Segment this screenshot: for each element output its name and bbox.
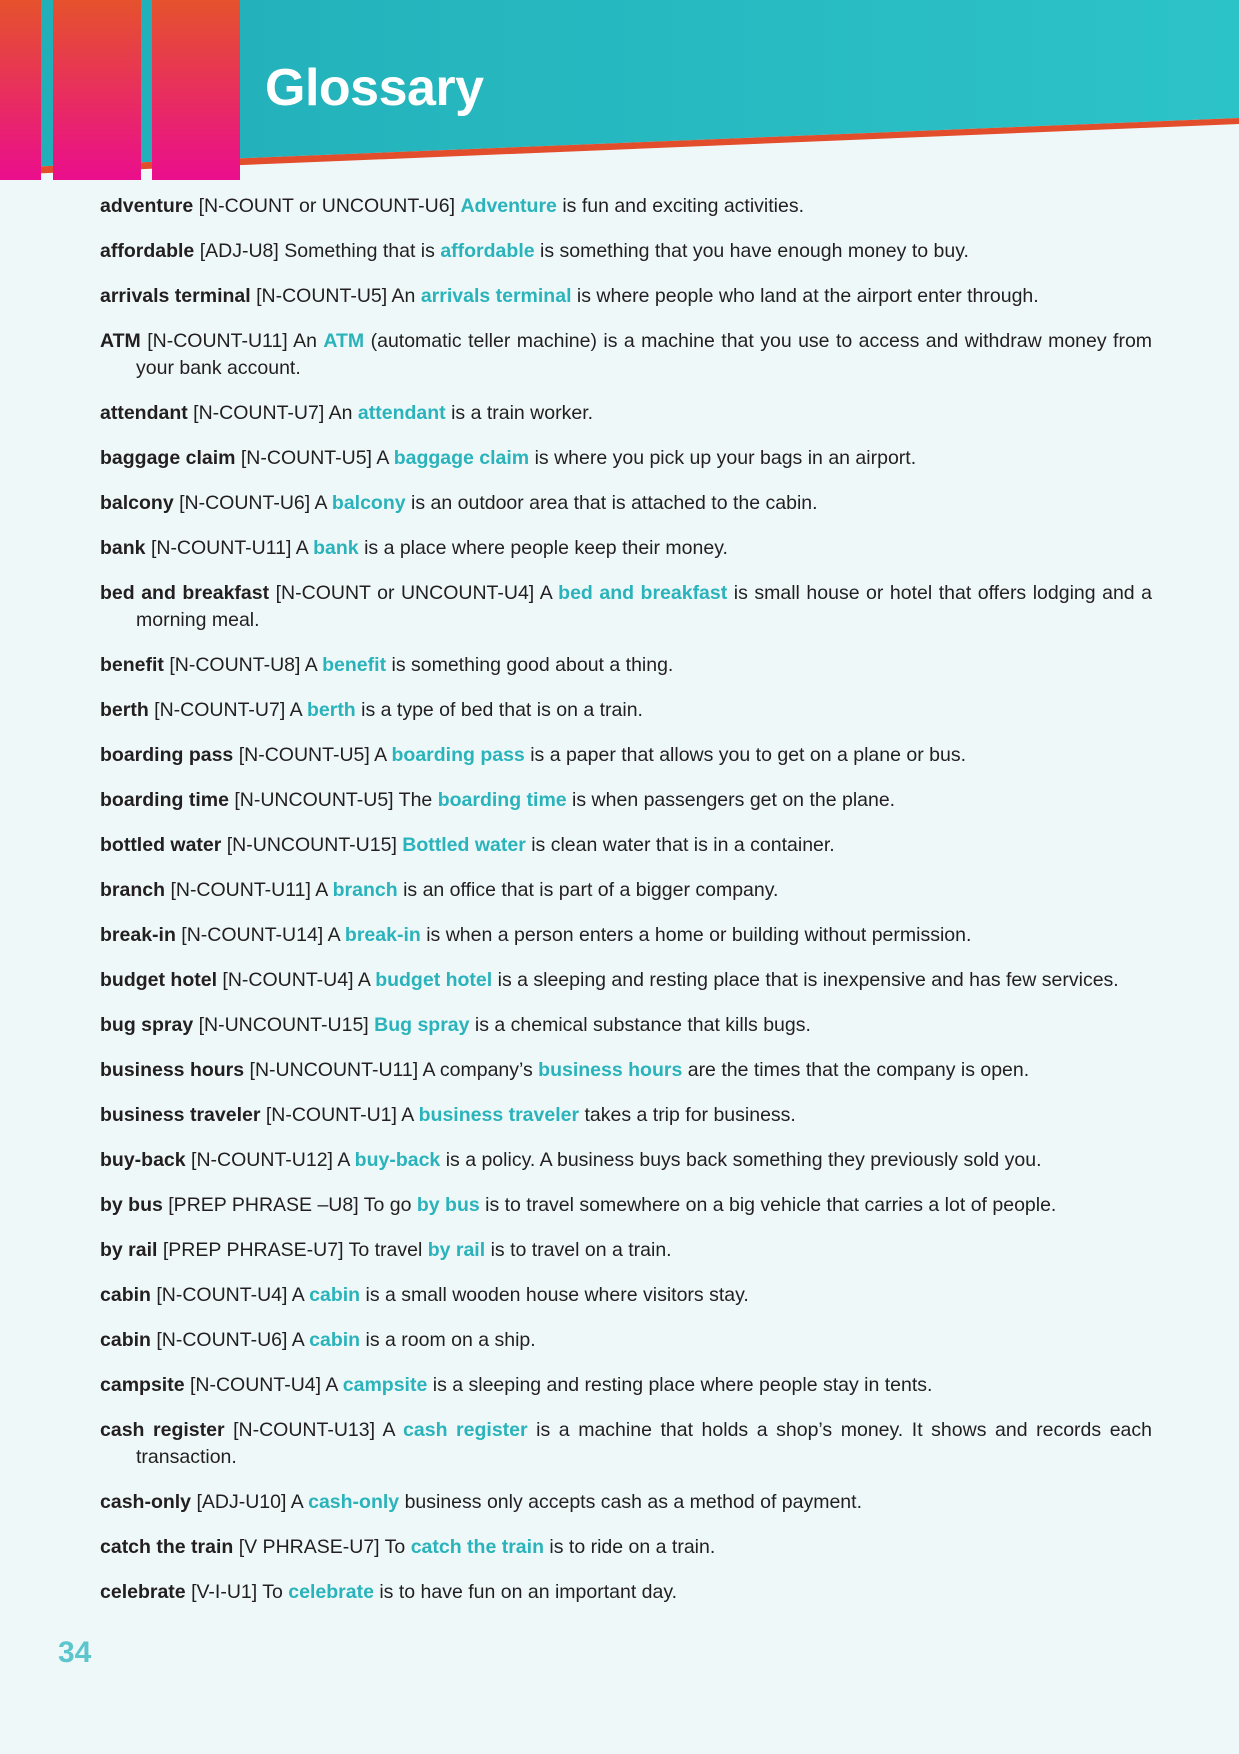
- entry-definition-lead: A: [401, 1104, 414, 1126]
- entry-definition: is a small wooden house where visitors stay.: [365, 1284, 749, 1306]
- header-banner-graphic: [0, 0, 1239, 180]
- glossary-entry: [100, 400, 1152, 427]
- glossary-entry: [100, 1192, 1152, 1219]
- stripe-1: [0, 0, 41, 180]
- entry-headword: bank: [100, 537, 146, 559]
- entry-headword: boarding time: [100, 789, 229, 811]
- entry-headword: campsite: [100, 1374, 185, 1396]
- entry-definition: is to have fun on an important day.: [379, 1581, 678, 1603]
- entry-definition: is something that you have enough money to buy.: [540, 240, 969, 262]
- entry-part-of-speech: [N-COUNT-U4]: [189, 1374, 322, 1396]
- entry-part-of-speech: [N-COUNT-U11]: [150, 537, 292, 559]
- stripe-2: [53, 0, 141, 180]
- entry-definition: is when passengers get on the plane.: [572, 789, 896, 811]
- entry-part-of-speech: [N-COUNT-U12]: [191, 1149, 333, 1171]
- entry-definition-lead: A: [291, 1284, 304, 1306]
- entry-part-of-speech: [N-COUNT-U1]: [265, 1104, 397, 1126]
- entry-definition: (automatic teller machine) is a machine that you use to access and withdraw money from your bank account.: [136, 330, 1153, 379]
- entry-definition-lead: A: [289, 699, 302, 721]
- glossary-entry: [100, 445, 1152, 472]
- glossary-entry: [100, 1579, 1152, 1606]
- glossary-entry: [100, 1372, 1152, 1399]
- entry-definition: is where you pick up your bags in an airport.: [534, 447, 917, 469]
- entry-part-of-speech: [V-I-U1]: [191, 1581, 258, 1603]
- entry-definition-lead: A: [357, 969, 370, 991]
- entry-headword: baggage claim: [100, 447, 236, 469]
- entry-part-of-speech: [N-COUNT-U6]: [156, 1329, 288, 1351]
- glossary-entry: [100, 1237, 1152, 1264]
- entry-headword: celebrate: [100, 1581, 186, 1603]
- entry-keyword: balcony: [331, 492, 406, 514]
- stripe-3: [152, 0, 240, 180]
- glossary-entry: [100, 1282, 1152, 1309]
- entry-headword: catch the train: [100, 1536, 234, 1558]
- entry-definition-lead: A: [314, 492, 327, 514]
- entry-keyword: campsite: [342, 1374, 428, 1396]
- entry-keyword: by rail: [427, 1239, 486, 1261]
- entry-keyword: baggage claim: [393, 447, 530, 469]
- glossary-entry: [100, 283, 1152, 310]
- entry-definition: are the times that the company is open.: [687, 1059, 1030, 1081]
- entry-definition: is when a person enters a home or building without permission.: [426, 924, 972, 946]
- entry-definition-lead: A: [376, 447, 389, 469]
- entry-definition-lead: A: [290, 1491, 303, 1513]
- glossary-entry: [100, 1102, 1152, 1129]
- entry-definition: is a train worker.: [451, 402, 594, 424]
- entry-part-of-speech: [N-COUNT-U6]: [179, 492, 311, 514]
- entry-part-of-speech: [N-COUNT-U11]: [147, 330, 288, 352]
- entry-definition-lead: A: [304, 654, 317, 676]
- entry-definition-lead: A company’s: [422, 1059, 533, 1081]
- entry-definition-lead: Something that is: [284, 240, 435, 262]
- entry-part-of-speech: [N-COUNT or UNCOUNT-U4]: [275, 582, 535, 604]
- entry-headword: benefit: [100, 654, 164, 676]
- entry-keyword: business hours: [538, 1059, 683, 1081]
- entry-keyword: bed and breakfast: [558, 582, 728, 604]
- entry-definition: is a machine that holds a shop’s money. It shows and records each transaction.: [136, 1419, 1152, 1468]
- entry-headword: cabin: [100, 1329, 151, 1351]
- entry-definition-lead: A: [374, 744, 387, 766]
- entry-definition: is a sleeping and resting place that is inexpensive and has few services.: [497, 969, 1119, 991]
- entry-keyword: bank: [313, 537, 359, 559]
- glossary-entry: [100, 1489, 1152, 1516]
- entry-headword: adventure: [100, 195, 194, 217]
- glossary-entry: [100, 967, 1152, 994]
- entry-part-of-speech: [N-COUNT-U7]: [154, 699, 286, 721]
- glossary-entry: [100, 697, 1152, 724]
- glossary-entry: [100, 652, 1152, 679]
- entry-keyword: by bus: [416, 1194, 480, 1216]
- entry-definition: is a place where people keep their money.: [364, 537, 728, 559]
- entry-definition: is a policy. A business buys back something they previously sold you.: [445, 1149, 1042, 1171]
- entry-keyword: arrivals terminal: [420, 285, 572, 307]
- entry-definition: is to ride on a train.: [549, 1536, 716, 1558]
- entry-definition: takes a trip for business.: [584, 1104, 796, 1126]
- entry-headword: business traveler: [100, 1104, 261, 1126]
- glossary-entry: [100, 832, 1152, 859]
- glossary-entry: [100, 1534, 1152, 1561]
- entry-definition: is where people who land at the airport enter through.: [576, 285, 1039, 307]
- glossary-entry: [100, 580, 1152, 634]
- entry-headword: arrivals terminal: [100, 285, 251, 307]
- entry-headword: cash-only: [100, 1491, 192, 1513]
- glossary-entry: [100, 922, 1152, 949]
- entry-headword: budget hotel: [100, 969, 217, 991]
- entry-definition: is clean water that is in a container.: [531, 834, 835, 856]
- entry-definition-lead: A: [382, 1419, 395, 1441]
- entry-keyword: celebrate: [288, 1581, 374, 1603]
- glossary-entry: [100, 1057, 1152, 1084]
- entry-definition-lead: An: [328, 402, 353, 424]
- entry-definition-lead: A: [295, 537, 308, 559]
- entry-part-of-speech: [N-COUNT-U5]: [238, 744, 370, 766]
- glossary-entry: [100, 490, 1152, 517]
- entry-definition-lead: A: [291, 1329, 304, 1351]
- entry-keyword: catch the train: [410, 1536, 544, 1558]
- entry-headword: buy-back: [100, 1149, 186, 1171]
- entry-keyword: cabin: [309, 1329, 361, 1351]
- entry-keyword: Bug spray: [374, 1014, 470, 1036]
- entry-definition-lead: To: [384, 1536, 406, 1558]
- entry-headword: balcony: [100, 492, 174, 514]
- entry-part-of-speech: [N-UNCOUNT-U15]: [226, 834, 397, 856]
- entry-headword: boarding pass: [100, 744, 234, 766]
- entry-definition: is an office that is part of a bigger company.: [403, 879, 779, 901]
- entry-definition-lead: A: [325, 1374, 338, 1396]
- glossary-entry: [100, 1417, 1152, 1471]
- entry-headword: by rail: [100, 1239, 158, 1261]
- entry-definition-lead: An: [293, 330, 317, 352]
- entry-definition: is a room on a ship.: [365, 1329, 536, 1351]
- entry-keyword: Bottled water: [402, 834, 526, 856]
- glossary-list: [100, 193, 1152, 1624]
- entry-definition: is to travel on a train.: [490, 1239, 672, 1261]
- entry-part-of-speech: [ADJ-U8]: [199, 240, 279, 262]
- entry-keyword: budget hotel: [375, 969, 493, 991]
- page-title: Glossary: [265, 59, 484, 117]
- glossary-entry: [100, 1012, 1152, 1039]
- entry-definition-lead: An: [391, 285, 416, 307]
- entry-definition-lead: A: [315, 879, 328, 901]
- entry-keyword: cash register: [403, 1419, 528, 1441]
- entry-definition: is a sleeping and resting place where people stay in tents.: [432, 1374, 933, 1396]
- entry-part-of-speech: [ADJ-U10]: [196, 1491, 287, 1513]
- entry-definition: is to travel somewhere on a big vehicle that carries a lot of people.: [485, 1194, 1057, 1216]
- entry-definition: is something good about a thing.: [391, 654, 674, 676]
- entry-keyword: berth: [306, 699, 356, 721]
- entry-keyword: Adventure: [460, 195, 557, 217]
- entry-headword: by bus: [100, 1194, 163, 1216]
- entry-keyword: cabin: [309, 1284, 361, 1306]
- entry-definition-lead: A: [539, 582, 552, 604]
- header-banner: [0, 0, 1239, 180]
- glossary-entry: [100, 877, 1152, 904]
- entry-definition: is an outdoor area that is attached to the cabin.: [411, 492, 818, 514]
- entry-keyword: boarding pass: [391, 744, 525, 766]
- page-number: 34: [58, 1636, 92, 1669]
- entry-part-of-speech: [N-COUNT-U14]: [181, 924, 324, 946]
- entry-definition-lead: To travel: [348, 1239, 423, 1261]
- entry-part-of-speech: [N-COUNT-U5]: [256, 285, 388, 307]
- glossary-entry: [100, 742, 1152, 769]
- entry-part-of-speech: [N-UNCOUNT-U15]: [198, 1014, 369, 1036]
- entry-part-of-speech: [N-COUNT-U13]: [233, 1419, 376, 1441]
- entry-definition-lead: The: [398, 789, 433, 811]
- entry-keyword: break-in: [344, 924, 421, 946]
- entry-part-of-speech: [N-COUNT or UNCOUNT-U6]: [198, 195, 456, 217]
- entry-headword: attendant: [100, 402, 188, 424]
- entry-definition: is fun and exciting activities.: [562, 195, 805, 217]
- entry-headword: business hours: [100, 1059, 245, 1081]
- entry-keyword: ATM: [323, 330, 365, 352]
- entry-headword: break-in: [100, 924, 176, 946]
- entry-definition-lead: A: [337, 1149, 350, 1171]
- glossary-entry: [100, 238, 1152, 265]
- entry-headword: affordable: [100, 240, 195, 262]
- entry-keyword: buy-back: [354, 1149, 441, 1171]
- entry-headword: bug spray: [100, 1014, 194, 1036]
- entry-headword: bottled water: [100, 834, 222, 856]
- entry-part-of-speech: [N-COUNT-U8]: [169, 654, 301, 676]
- entry-part-of-speech: [N-COUNT-U11]: [170, 879, 311, 901]
- entry-keyword: cash-only: [308, 1491, 400, 1513]
- entry-headword: bed and breakfast: [100, 582, 270, 604]
- entry-part-of-speech: [N-UNCOUNT-U11]: [249, 1059, 419, 1081]
- entry-headword: cabin: [100, 1284, 151, 1306]
- entry-definition: is a chemical substance that kills bugs.: [474, 1014, 811, 1036]
- glossary-entry: [100, 193, 1152, 220]
- entry-part-of-speech: [PREP PHRASE-U7]: [162, 1239, 344, 1261]
- entry-part-of-speech: [N-COUNT-U4]: [156, 1284, 288, 1306]
- entry-headword: branch: [100, 879, 166, 901]
- entry-definition: business only accepts cash as a method of payment.: [404, 1491, 862, 1513]
- glossary-entry: [100, 1147, 1152, 1174]
- glossary-entry: [100, 1327, 1152, 1354]
- entry-keyword: benefit: [322, 654, 387, 676]
- entry-definition: is a type of bed that is on a train.: [361, 699, 643, 721]
- entry-headword: ATM: [100, 330, 141, 352]
- entry-headword: cash register: [100, 1419, 225, 1441]
- entry-definition-lead: To: [262, 1581, 283, 1603]
- entry-part-of-speech: [N-COUNT-U7]: [193, 402, 325, 424]
- entry-keyword: branch: [332, 879, 398, 901]
- entry-part-of-speech: [PREP PHRASE –U8]: [168, 1194, 359, 1216]
- entry-part-of-speech: [N-UNCOUNT-U5]: [234, 789, 394, 811]
- entry-keyword: attendant: [357, 402, 446, 424]
- entry-part-of-speech: [V PHRASE-U7]: [238, 1536, 380, 1558]
- entry-keyword: boarding time: [437, 789, 567, 811]
- entry-definition-lead: To go: [363, 1194, 412, 1216]
- entry-part-of-speech: [N-COUNT-U4]: [222, 969, 354, 991]
- glossary-entry: [100, 535, 1152, 562]
- entry-keyword: affordable: [440, 240, 535, 262]
- entry-definition: is a paper that allows you to get on a plane or bus.: [530, 744, 966, 766]
- entry-definition: is small house or hotel that offers lodging and a morning meal.: [136, 582, 1153, 631]
- glossary-entry: [100, 787, 1152, 814]
- entry-headword: berth: [100, 699, 149, 721]
- entry-keyword: business traveler: [418, 1104, 580, 1126]
- entry-part-of-speech: [N-COUNT-U5]: [240, 447, 372, 469]
- entry-definition-lead: A: [327, 924, 340, 946]
- glossary-entry: [100, 328, 1152, 382]
